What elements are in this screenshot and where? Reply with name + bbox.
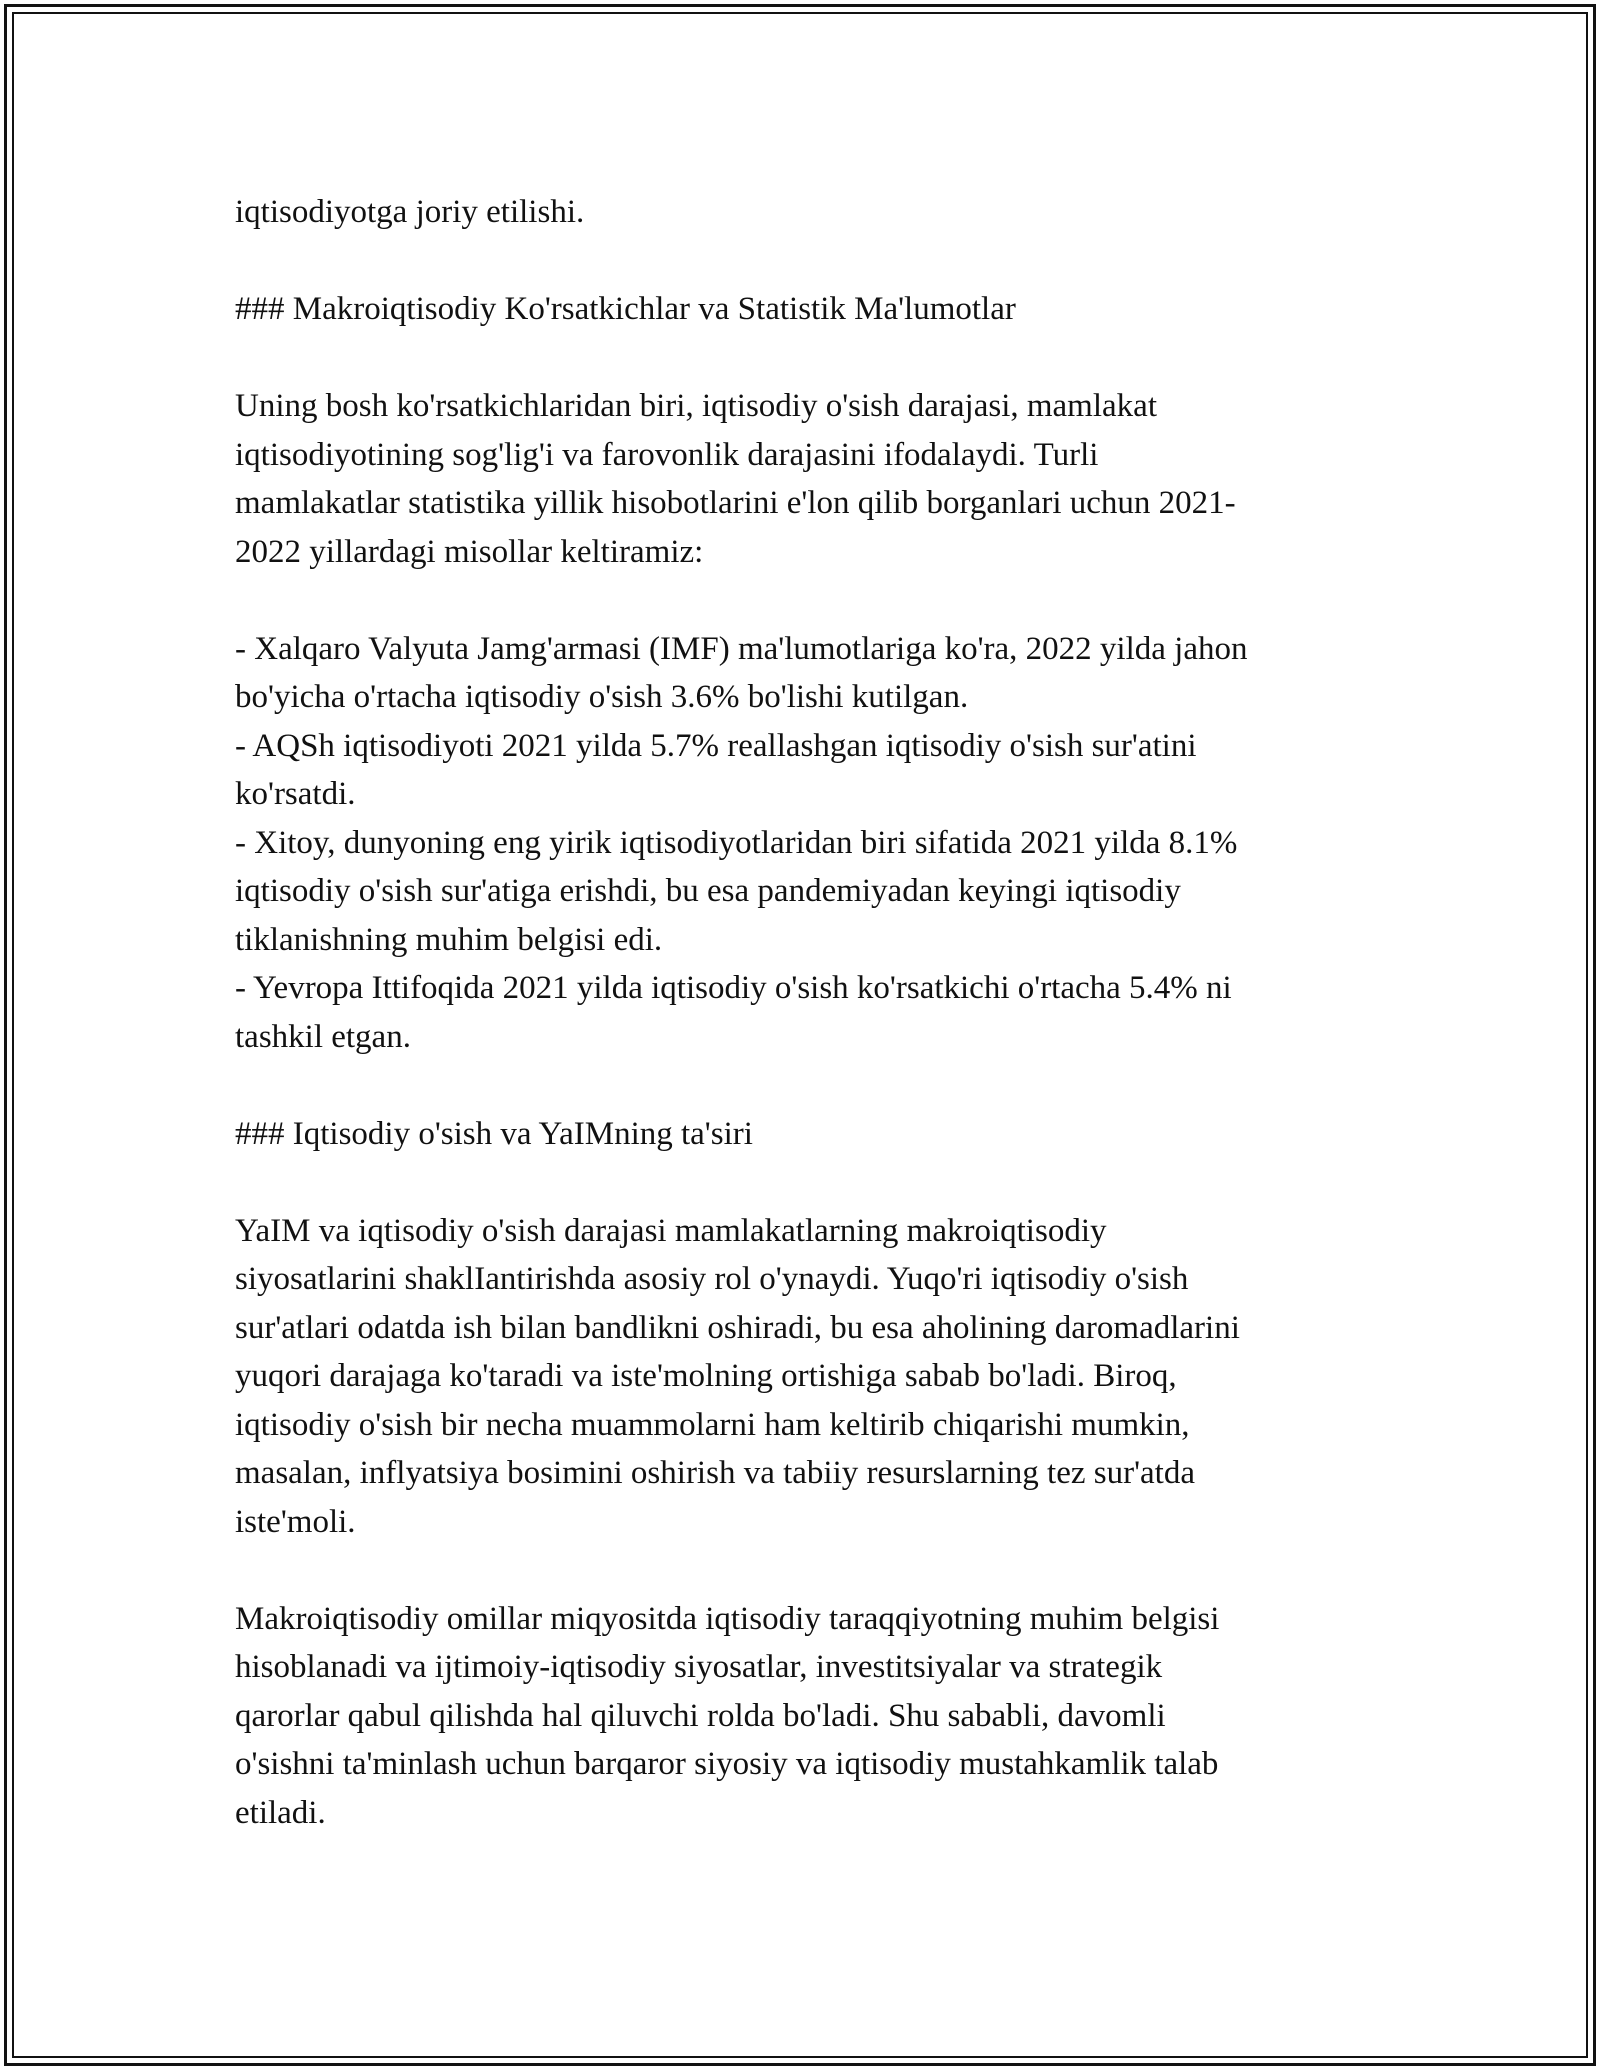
continuation-line: iqtisodiyotga joriy etilishi. — [235, 194, 585, 230]
spacer — [235, 1061, 1370, 1110]
section-heading-growth-gdp: ### Iqtisodiy o'sish va YaIMning ta'siri — [235, 1115, 753, 1152]
spacer — [235, 334, 1370, 383]
document-body — [235, 188, 1370, 1837]
list-item-eu: - Yevropa Ittifoqida 2021 yilda iqtisodiy o'sish ko'rsatkichi o'rtacha 5.4% ni tashkil etgan. — [235, 970, 1232, 1055]
paragraph-intro: Uning bosh ko'rsatkichlaridan biri, iqtisodiy o'sish darajasi, mamlakat iqtisodiyotining sog'lig'i va farovonlik darajasini ifodalaydi. Turli mamlakatlar statistika yillik hisobotlarini e'lon qilib borganlari uchun 2021- 2022 yillardagi misollar keltiramiz: — [235, 388, 1236, 570]
paragraph-conclusion: Makroiqtisodiy omillar miqyositda iqtisodiy taraqqiyotning muhim belgisi hisoblanadi va ijtimoiy-iqtisodiy siyosatlar, investitsiyalar va strategik qarorlar qabul qilishda hal qiluvchi rolda bo'ladi. Shu sababli, davomli o'sishni ta'minlash uchun barqaror siyosiy va iqtisodiy mustahkamlik talab etiladi. — [235, 1600, 1220, 1831]
list-item-imf: - Xalqaro Valyuta Jamg'armasi (IMF) ma'lumotlariga ko'ra, 2022 yilda jahon bo'yicha o'rtacha iqtisodiy o'sish 3.6% bo'lishi kutilgan. — [235, 630, 1248, 715]
spacer — [235, 576, 1370, 625]
paragraph-gdp-role: YaIM va iqtisodiy o'sish darajasi mamlakatlarning makroiqtisodiy siyosatlarini shaklIantirishda asosiy rol o'ynaydi. Yuqo'ri iqtisodiy o'sish sur'atlari odatda ish bilan bandlikni oshiradi, bu esa aholining daromadlarini yuqori darajaga ko'taradi va iste'molning ortishiga sabab bo'ladi. Biroq, iqtisodiy o'sish bir necha muammolarni ham keltirib chiqarishi mumkin, masalan, inflyatsiya bosimini oshirish va tabiiy resurslarning tez sur'atda iste'moli. — [235, 1212, 1240, 1540]
spacer — [235, 237, 1370, 286]
spacer — [235, 1158, 1370, 1207]
list-item-usa: - AQSh iqtisodiyoti 2021 yilda 5.7% reallashgan iqtisodiy o'sish sur'atini ko'rsatdi. — [235, 727, 1197, 812]
spacer — [235, 1546, 1370, 1595]
section-heading-macro-indicators: ### Makroiqtisodiy Ko'rsatkichlar va Statistik Ma'lumotlar — [235, 291, 1016, 327]
list-item-china: - Xitoy, dunyoning eng yirik iqtisodiyotlaridan biri sifatida 2021 yilda 8.1% iqtisodiy o'sish sur'atiga erishdi, bu esa pandemiyadan keyingi iqtisodiy tiklanishning muhim belgisi edi. — [235, 824, 1238, 958]
